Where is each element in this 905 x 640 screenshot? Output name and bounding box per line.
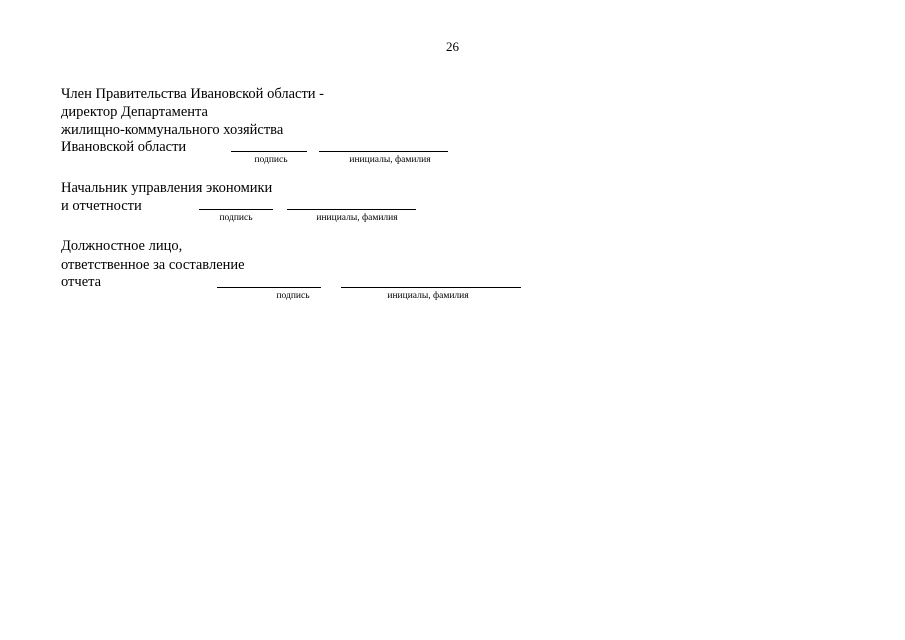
name-line xyxy=(341,287,521,288)
position-title-line: Начальник управления экономики xyxy=(61,180,273,196)
signature-caption: подпись xyxy=(276,291,310,301)
name-caption: инициалы, фамилия xyxy=(316,213,398,223)
signature-caption: подпись xyxy=(254,155,288,165)
signature-line xyxy=(231,151,307,152)
position-title-line: Член Правительства Ивановской области - xyxy=(61,86,324,102)
signature-line xyxy=(199,209,273,210)
position-title-line: отчета xyxy=(61,274,102,290)
position-title-line: Должностное лицо, xyxy=(61,238,183,254)
position-title-line: директор Департамента xyxy=(61,104,208,120)
signature-caption: подпись xyxy=(219,213,253,223)
position-title-line: Ивановской области xyxy=(61,139,187,155)
position-title-line: и отчетности xyxy=(61,198,142,214)
position-title-line: ответственное за составление xyxy=(61,257,245,273)
name-caption: инициалы, фамилия xyxy=(387,291,469,301)
name-caption: инициалы, фамилия xyxy=(349,155,431,165)
name-line xyxy=(287,209,416,210)
position-title-line: жилищно-коммунального хозяйства xyxy=(61,122,284,138)
signature-line xyxy=(217,287,321,288)
name-line xyxy=(319,151,448,152)
page-number: 26 xyxy=(446,39,459,54)
